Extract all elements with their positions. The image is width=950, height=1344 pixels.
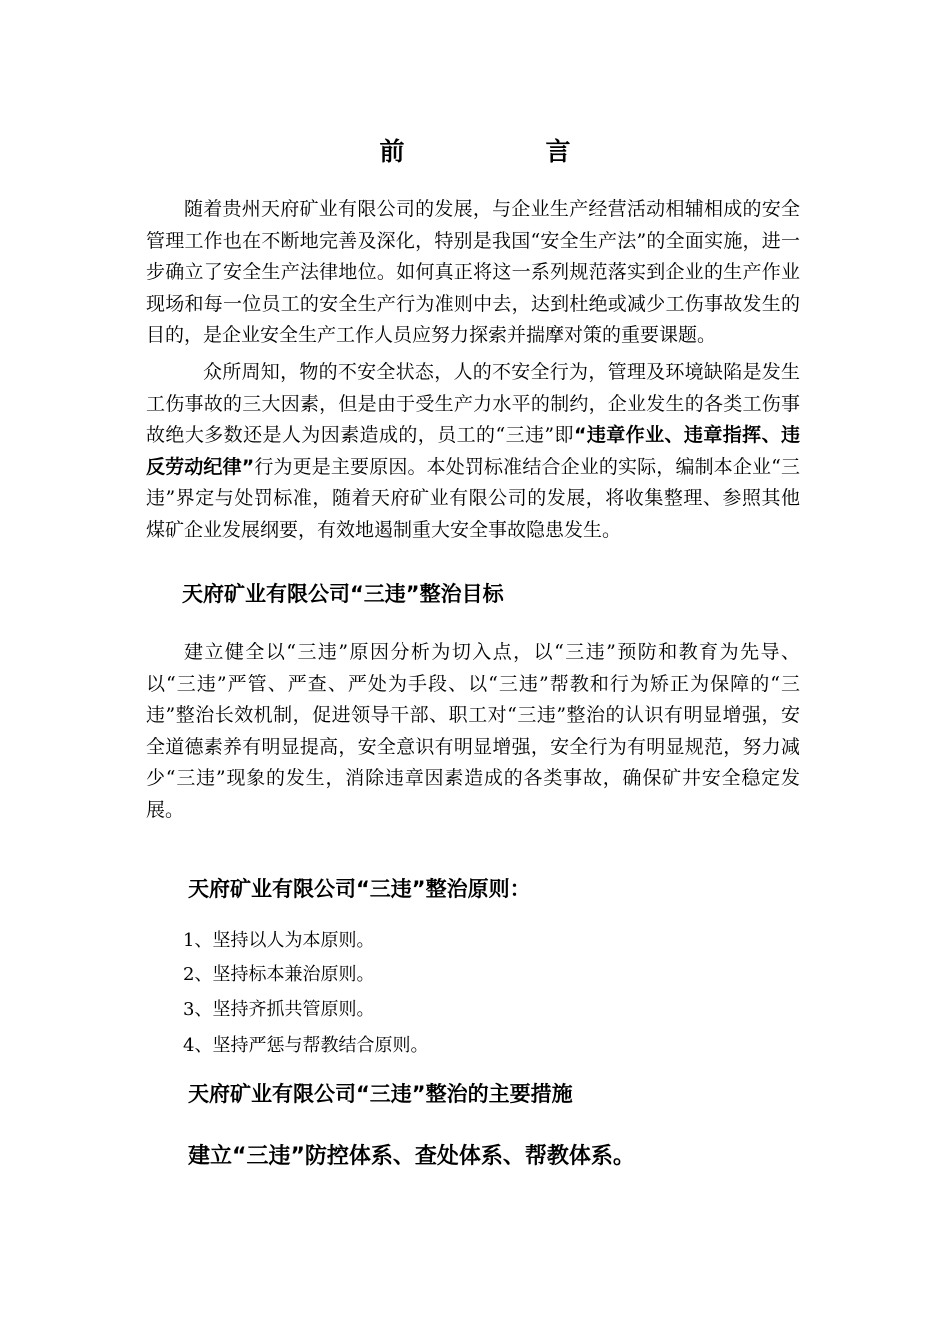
principle-item-3: 3、坚持齐抓共管原则。 xyxy=(183,999,375,1020)
principle-item-1: 1、坚持以人为本原则。 xyxy=(183,930,375,951)
intro-paragraph-2 xyxy=(146,357,800,546)
systems-heading: 建立“三违”防控体系、查处体系、帮教体系。 xyxy=(188,1144,635,1169)
principle-item-2: 2、坚持标本兼治原则。 xyxy=(183,964,375,985)
violations-definition: “违章作业、违章指挥、违反劳动纪律” xyxy=(146,424,800,478)
intro-paragraph-2-text-b: 行为更是主要原因。本处罚标准结合企业的实际，编制本企业“三违”界定与处罚标准，随着天府矿业有限公司的发展，将收集整理、参照其他煤矿企业发展纲要，有效地遏制重大安全事故隐患发生。 xyxy=(146,455,800,541)
measures-heading: 天府矿业有限公司“三违”整治的主要措施 xyxy=(188,1082,573,1106)
principles-heading: 天府矿业有限公司“三违”整治原则： xyxy=(188,877,531,901)
goal-paragraph: 建立健全以“三违”原因分析为切入点，以“三违”预防和教育为先导、以“三违”严管、严查、严处为手段、以“三违”帮教和行为矫正为保障的“三违”整治长效机制，促进领导干部、职工对“三违”整治的认识有明显增强，安全道德素养有明显提高，安全意识有明显增强，安全行为有明显规范，努力减少“三违”现象的发生，消除违章因素造成的各类事故，确保矿井安全稳定发展。 xyxy=(146,641,800,821)
intro-paragraph-2-text-a: 众所周知，物的不安全状态，人的不安全行为，管理及环境缺陷是发生工伤事故的三大因素，但是由于受生产力水平的制约，企业发生的各类工伤事故绝大多数还是人为因素造成的，员工的“三违”即 xyxy=(146,361,800,446)
principle-item-4: 4、坚持严惩与帮教结合原则。 xyxy=(183,1035,429,1056)
intro-paragraph-1: 随着贵州天府矿业有限公司的发展，与企业生产经营活动相辅相成的安全管理工作也在不断地完善及深化，特别是我国“安全生产法”的全面实施，进一步确立了安全生产法律地位。如何真正将这一系列规范落实到企业的生产作业现场和每一位员工的安全生产行为准则中去，达到杜绝或减少工伤事故发生的目的，是企业安全生产工作人员应努力探索并揣摩对策的重要课题。 xyxy=(146,198,800,346)
goal-heading: 天府矿业有限公司“三违”整治目标 xyxy=(182,582,504,606)
document-title: 前 言 xyxy=(379,137,629,166)
